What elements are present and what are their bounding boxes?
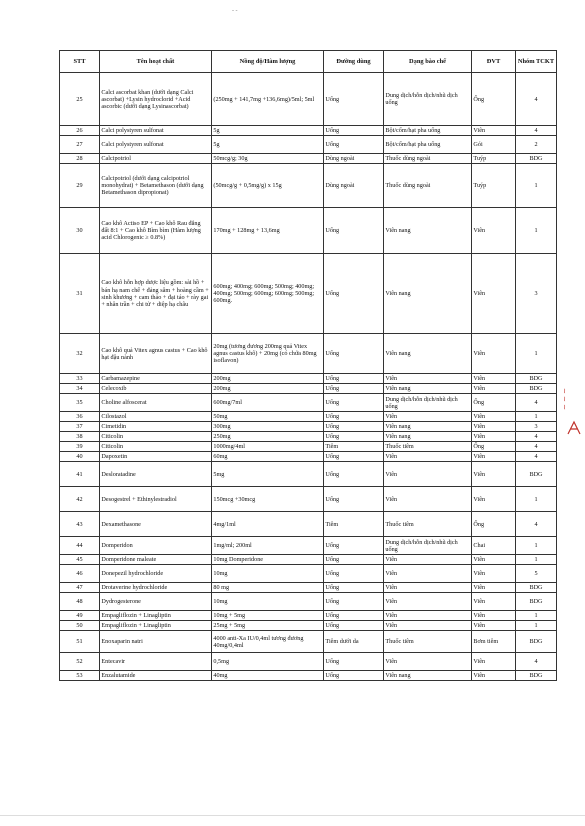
cell-name: Calci ascorbat khan (dưới dạng Calci ascorbat) +Lysin hydroclorid +Acid ascorbic (dưới dạng Lysinascorbat) (100, 73, 212, 126)
cell-unit: Gói (472, 136, 516, 154)
table-body (60, 73, 557, 681)
table-row (60, 512, 557, 537)
table-row (60, 462, 557, 487)
cell-unit: Viên (472, 384, 516, 394)
cell-name: Dydrogesterone (100, 593, 212, 611)
cell-route: Uống (324, 73, 384, 126)
cell-unit: Chai (472, 537, 516, 555)
cell-group: BDG (516, 593, 557, 611)
cell-stt: 50 (60, 621, 100, 631)
cell-group: BDG (516, 154, 557, 164)
cell-form: Viên (384, 653, 472, 671)
cell-form: Thuốc tiêm (384, 442, 472, 452)
cell-unit: Viên (472, 611, 516, 621)
cell-name: Enoxaparin natri (100, 631, 212, 653)
cell-group: BDG (516, 384, 557, 394)
cell-strength: 5g (212, 126, 324, 136)
cell-strength: 200mg (212, 374, 324, 384)
cell-stt: 26 (60, 126, 100, 136)
cell-stt: 52 (60, 653, 100, 671)
table-row (60, 487, 557, 512)
cell-group: 1 (516, 412, 557, 422)
cell-form: Viên (384, 611, 472, 621)
cell-stt: 34 (60, 384, 100, 394)
cell-unit: Viên (472, 583, 516, 593)
cell-group: 4 (516, 126, 557, 136)
cell-form: Thuốc tiêm (384, 631, 472, 653)
cell-group: BDG (516, 671, 557, 681)
cell-name: Empagliflozin + Linagliptin (100, 621, 212, 631)
cell-route: Uống (324, 462, 384, 487)
cell-strength: (250mg + 141,7mg +136,6mg)/5ml; 5ml (212, 73, 324, 126)
table-row (60, 384, 557, 394)
cell-form: Viên (384, 487, 472, 512)
cell-group: BDG (516, 374, 557, 384)
cell-strength: 600mg/7ml (212, 394, 324, 412)
cell-name: Citicolin (100, 442, 212, 452)
cell-name: Cimetidin (100, 422, 212, 432)
cell-route: Uống (324, 671, 384, 681)
cell-stt: 51 (60, 631, 100, 653)
cell-route: Dùng ngoài (324, 164, 384, 208)
cell-strength: 20mg (tương đương 200mg quả Vitex agnus castus khô) + 20mg (có chứa 80mg isoflavon) (212, 334, 324, 374)
cell-group: 2 (516, 136, 557, 154)
table-row (60, 412, 557, 422)
col-header-unit: ĐVT (472, 51, 516, 73)
table-row (60, 136, 557, 154)
cell-strength: 40mg (212, 671, 324, 681)
cell-route: Tiêm (324, 442, 384, 452)
cell-stt: 32 (60, 334, 100, 374)
cell-strength: 50mcg/g; 30g (212, 154, 324, 164)
table-row (60, 631, 557, 653)
cell-unit: Ống (472, 73, 516, 126)
table-row (60, 452, 557, 462)
cell-route: Uống (324, 555, 384, 565)
cell-form: Thuốc dùng ngoài (384, 164, 472, 208)
cell-stt: 40 (60, 452, 100, 462)
table-row (60, 653, 557, 671)
cell-strength: 25mg + 5mg (212, 621, 324, 631)
col-header-route: Đường dùng (324, 51, 384, 73)
cell-form: Viên (384, 565, 472, 583)
cell-group: 5 (516, 565, 557, 583)
cell-unit: Ống (472, 442, 516, 452)
cell-name: Entecavir (100, 653, 212, 671)
cell-unit: Viên (472, 653, 516, 671)
drug-table (59, 50, 557, 681)
cell-name: Cao khô quả Vitex agnus castus + Cao khô hạt đậu nành (100, 334, 212, 374)
cell-form: Viên (384, 452, 472, 462)
cell-name: Calci polystyren sulfonat (100, 136, 212, 154)
cell-stt: 46 (60, 565, 100, 583)
cell-strength: 600mg; 400mg; 600mg; 500mg; 400mg; 400mg; 500mg; 600mg; 600mg; 500mg; 600mg. (212, 254, 324, 334)
table-row (60, 422, 557, 432)
cell-strength: 10mg + 5mg (212, 611, 324, 621)
cell-name: Domperidone maleate (100, 555, 212, 565)
cell-stt: 44 (60, 537, 100, 555)
cell-stt: 38 (60, 432, 100, 442)
cell-unit: Viên (472, 254, 516, 334)
cell-form: Viên (384, 462, 472, 487)
cell-route: Uống (324, 583, 384, 593)
cell-name: Citicolin (100, 432, 212, 442)
cell-name: Enzalutamide (100, 671, 212, 681)
cell-group: 4 (516, 432, 557, 442)
cell-group: BDG (516, 583, 557, 593)
cell-route: Uống (324, 593, 384, 611)
cell-strength: 10mg (212, 565, 324, 583)
cell-name: Celecoxib (100, 384, 212, 394)
cell-strength: 4mg/1ml (212, 512, 324, 537)
cell-form: Viên (384, 374, 472, 384)
cell-form: Viên nang (384, 422, 472, 432)
table-row (60, 611, 557, 621)
cell-stt: 49 (60, 611, 100, 621)
cell-strength: 250mg (212, 432, 324, 442)
cell-route: Uống (324, 136, 384, 154)
cell-group: 1 (516, 537, 557, 555)
cell-name: Cao khô hỗn hợp dược liệu gồm: sài hồ + bán hạ nam chế + đảng sâm + hoàng cầm + sinh khương + cam thảo + đại táo + rày gai + nhân trần + chi tử + diệp hạ châu (100, 254, 212, 334)
col-header-strength: Nồng độ/Hàm lượng (212, 51, 324, 73)
cell-unit: Viên (472, 422, 516, 432)
cell-route: Uống (324, 452, 384, 462)
cell-stt: 47 (60, 583, 100, 593)
col-header-stt: STT (60, 51, 100, 73)
cell-group: 4 (516, 73, 557, 126)
cell-route: Dùng ngoài (324, 154, 384, 164)
cell-strength: 1000mg/4ml (212, 442, 324, 452)
cell-group: 4 (516, 653, 557, 671)
cell-stt: 48 (60, 593, 100, 611)
cell-form: Thuốc dùng ngoài (384, 154, 472, 164)
cell-group: 1 (516, 208, 557, 254)
cell-route: Tiêm (324, 512, 384, 537)
handwritten-signature: ~ ~ ~ (561, 387, 569, 410)
cell-unit: Viên (472, 462, 516, 487)
table-row (60, 432, 557, 442)
cell-unit: Tuýp (472, 164, 516, 208)
cell-unit: Viên (472, 334, 516, 374)
table-row (60, 73, 557, 126)
cell-route: Uống (324, 384, 384, 394)
cell-route: Uống (324, 412, 384, 422)
cell-unit: Viên (472, 452, 516, 462)
cell-stt: 28 (60, 154, 100, 164)
cell-strength: 150mcg +30mcg (212, 487, 324, 512)
cell-form: Dung dịch/hỗn dịch/nhũ dịch uống (384, 394, 472, 412)
cell-name: Calcipotriol (dưới dạng calcipotriol monohydrat) + Betamethason (dưới dạng Betamethason dipropionat) (100, 164, 212, 208)
cell-unit: Viên (472, 621, 516, 631)
cell-strength: 60mg (212, 452, 324, 462)
cell-form: Viên nang (384, 671, 472, 681)
cell-route: Uống (324, 394, 384, 412)
cell-stt: 36 (60, 412, 100, 422)
cell-name: Cilostazol (100, 412, 212, 422)
cell-group: 4 (516, 442, 557, 452)
cell-form: Viên (384, 583, 472, 593)
table-row (60, 154, 557, 164)
cell-group: 4 (516, 452, 557, 462)
table-row (60, 208, 557, 254)
cell-route: Uống (324, 126, 384, 136)
cell-name: Dapoxetin (100, 452, 212, 462)
cell-unit: Ống (472, 394, 516, 412)
cell-form: Dung dịch/hỗn dịch/nhũ dịch uống (384, 73, 472, 126)
cell-unit: Viên (472, 671, 516, 681)
cell-unit: Ống (472, 512, 516, 537)
cell-form: Viên (384, 412, 472, 422)
cell-stt: 29 (60, 164, 100, 208)
cell-name: Carbamazepine (100, 374, 212, 384)
cell-name: Calcipotriol (100, 154, 212, 164)
table-row (60, 374, 557, 384)
table-row (60, 334, 557, 374)
table-row (60, 164, 557, 208)
table-row (60, 394, 557, 412)
cell-name: Empagliflozin + Linagliptin (100, 611, 212, 621)
cell-stt: 31 (60, 254, 100, 334)
cell-stt: 43 (60, 512, 100, 537)
cell-strength: 10mg (212, 593, 324, 611)
cell-route: Uống (324, 432, 384, 442)
cell-route: Tiêm dưới da (324, 631, 384, 653)
col-header-form: Dạng bào chế (384, 51, 472, 73)
cell-form: Viên (384, 593, 472, 611)
cell-strength: 5mg (212, 462, 324, 487)
cell-group: 1 (516, 555, 557, 565)
cell-form: Viên nang (384, 334, 472, 374)
top-mark: - - (232, 8, 238, 14)
cell-group: 1 (516, 334, 557, 374)
cell-stt: 33 (60, 374, 100, 384)
cell-form: Viên (384, 621, 472, 631)
cell-form: Viên nang (384, 254, 472, 334)
table-row (60, 555, 557, 565)
cell-group: BDG (516, 462, 557, 487)
cell-stt: 39 (60, 442, 100, 452)
cell-stt: 27 (60, 136, 100, 154)
table-row (60, 583, 557, 593)
table-row (60, 593, 557, 611)
cell-group: 4 (516, 394, 557, 412)
cell-strength: 200mg (212, 384, 324, 394)
cell-route: Uống (324, 208, 384, 254)
cell-unit: Viên (472, 565, 516, 583)
cell-name: Calci polystyren sulfonat (100, 126, 212, 136)
cell-stt: 42 (60, 487, 100, 512)
cell-unit: Viên (472, 412, 516, 422)
cell-group: 1 (516, 164, 557, 208)
cell-route: Uống (324, 487, 384, 512)
col-header-group: Nhóm TCKT (516, 51, 557, 73)
cell-unit: Viên (472, 487, 516, 512)
cell-group: 3 (516, 254, 557, 334)
cell-name: Donepezil hydrochloride (100, 565, 212, 583)
cell-strength: 5g (212, 136, 324, 154)
cell-name: Choline alfoscerat (100, 394, 212, 412)
cell-route: Uống (324, 537, 384, 555)
cell-name: Cao khô Actiso EP + Cao khô Rau đắng đất 8:1 + Cao khô Bìm bìm (Hàm lượng acid Chlorogenic ≥ 0.8%) (100, 208, 212, 254)
cell-group: 4 (516, 512, 557, 537)
cell-route: Uống (324, 374, 384, 384)
table-row (60, 671, 557, 681)
cell-name: Domperidon (100, 537, 212, 555)
cell-strength: 0,5mg (212, 653, 324, 671)
cell-group: 3 (516, 422, 557, 432)
cell-form: Bột/cốm/hạt pha uống (384, 126, 472, 136)
cell-route: Uống (324, 611, 384, 621)
cell-strength: 300mg (212, 422, 324, 432)
cell-stt: 25 (60, 73, 100, 126)
cell-route: Uống (324, 422, 384, 432)
cell-strength: 10mg Domperidone (212, 555, 324, 565)
cell-form: Thuốc tiêm (384, 512, 472, 537)
cell-strength: (50mcg/g + 0,5mg/g) x 15g (212, 164, 324, 208)
cell-unit: Tuýp (472, 154, 516, 164)
table-row (60, 537, 557, 555)
cell-unit: Viên (472, 432, 516, 442)
cell-stt: 45 (60, 555, 100, 565)
cell-strength: 170mg + 128mg + 13,6mg (212, 208, 324, 254)
cell-strength: 1mg/ml; 200ml (212, 537, 324, 555)
cell-unit: Viên (472, 126, 516, 136)
cell-strength: 50mg (212, 412, 324, 422)
table-row (60, 621, 557, 631)
cell-unit: Bơm tiêm (472, 631, 516, 653)
cell-unit: Viên (472, 208, 516, 254)
table-row (60, 254, 557, 334)
cell-name: Desogestrel + Ethinylestradiol (100, 487, 212, 512)
cell-form: Bột/cốm/hạt pha uống (384, 136, 472, 154)
cell-route: Uống (324, 254, 384, 334)
cell-unit: Viên (472, 593, 516, 611)
cell-unit: Viên (472, 374, 516, 384)
cell-stt: 53 (60, 671, 100, 681)
cell-stt: 37 (60, 422, 100, 432)
cell-name: Desloratadine (100, 462, 212, 487)
page-bottom-edge (0, 815, 585, 816)
cell-strength: 80 mg (212, 583, 324, 593)
cell-route: Uống (324, 565, 384, 583)
cell-form: Viên (384, 555, 472, 565)
cell-form: Viên nang (384, 208, 472, 254)
cell-group: BDG (516, 631, 557, 653)
cell-name: Dexamethasone (100, 512, 212, 537)
cell-form: Dung dịch/hỗn dịch/nhũ dịch uống (384, 537, 472, 555)
cell-unit: Viên (472, 555, 516, 565)
cell-route: Uống (324, 334, 384, 374)
cell-form: Viên nang (384, 432, 472, 442)
cell-group: 1 (516, 621, 557, 631)
cell-stt: 30 (60, 208, 100, 254)
table-row (60, 442, 557, 452)
cell-form: Viên nang (384, 384, 472, 394)
table-header-row (60, 51, 557, 73)
cell-name: Drotaverine hydrochloride (100, 583, 212, 593)
cell-route: Uống (324, 621, 384, 631)
cell-strength: 4000 anti-Xa IU/0,4ml tương đương 40mg/0,4ml (212, 631, 324, 653)
col-header-name: Tên hoạt chất (100, 51, 212, 73)
cell-stt: 41 (60, 462, 100, 487)
cell-group: 1 (516, 487, 557, 512)
cell-group: 1 (516, 611, 557, 621)
table-row (60, 126, 557, 136)
cell-route: Uống (324, 653, 384, 671)
table-row (60, 565, 557, 583)
cell-stt: 35 (60, 394, 100, 412)
signature-mark-icon (566, 420, 582, 436)
